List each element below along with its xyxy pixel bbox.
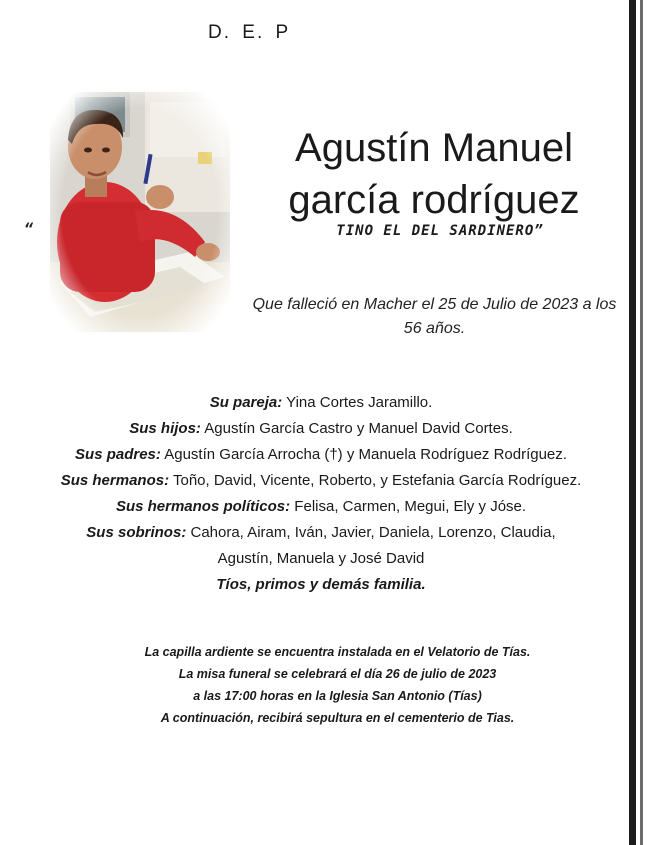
death-notice: Que falleció en Macher el 25 de Julio de 2023 a los 56 años. (252, 296, 617, 337)
deceased-name-last: garcía rodríguez (288, 178, 580, 222)
page-border-shadow (640, 0, 643, 845)
service-info (60, 641, 615, 729)
deceased-name-first: Agustín Manuel (295, 126, 573, 170)
family-value: Yina Cortes Jaramillo. (282, 394, 433, 411)
family-row-sobrinos (10, 520, 632, 546)
family-value: Agustín García Arrocha (†) y Manuela Rodríguez Rodríguez. (160, 446, 567, 463)
family-label: Sus sobrinos: (86, 524, 187, 541)
family-list (10, 390, 632, 598)
service-line: La capilla ardiente se encuentra instalada en el Velatorio de Tías. (144, 645, 531, 659)
service-line: A continuación, recibirá sepultura en el cementerio de Tias. (160, 711, 515, 725)
family-value: Agustín García Castro y Manuel David Cortes. (200, 420, 513, 437)
family-value: Cahora, Airam, Iván, Javier, Daniela, Lorenzo, Claudia, (186, 524, 556, 541)
family-row-politicos (10, 494, 632, 520)
opening-quote: “ (24, 220, 34, 238)
family-row-padres (10, 442, 632, 468)
family-label: Sus hijos: (129, 420, 201, 437)
deceased-nickname: TINO EL DEL SARDINERO” (336, 223, 544, 239)
family-closing: Tíos, primos y demás familia. (216, 576, 426, 593)
family-label: Su pareja: (209, 394, 283, 411)
family-value: Felisa, Carmen, Megui, Ely y Jóse. (290, 498, 527, 515)
portrait-photo (50, 92, 230, 332)
service-line: La misa funeral se celebrará el día 26 de julio de 2023 (178, 667, 497, 681)
family-label: Sus hermanos: (60, 472, 170, 489)
family-row-hermanos (10, 468, 632, 494)
family-row-sobrinos-cont: Agustín, Manuela y José David (217, 550, 425, 567)
family-row-pareja (10, 390, 632, 416)
family-value: Toño, David, Vicente, Roberto, y Estefania García Rodríguez. (169, 472, 582, 489)
service-line: a las 17:00 horas en la Iglesia San Antonio (Tías) (193, 689, 482, 703)
family-label: Sus hermanos políticos: (115, 498, 291, 515)
family-label: Sus padres: (75, 446, 161, 463)
dep-heading: D. E. P (208, 22, 291, 43)
family-row-hijos (10, 416, 632, 442)
